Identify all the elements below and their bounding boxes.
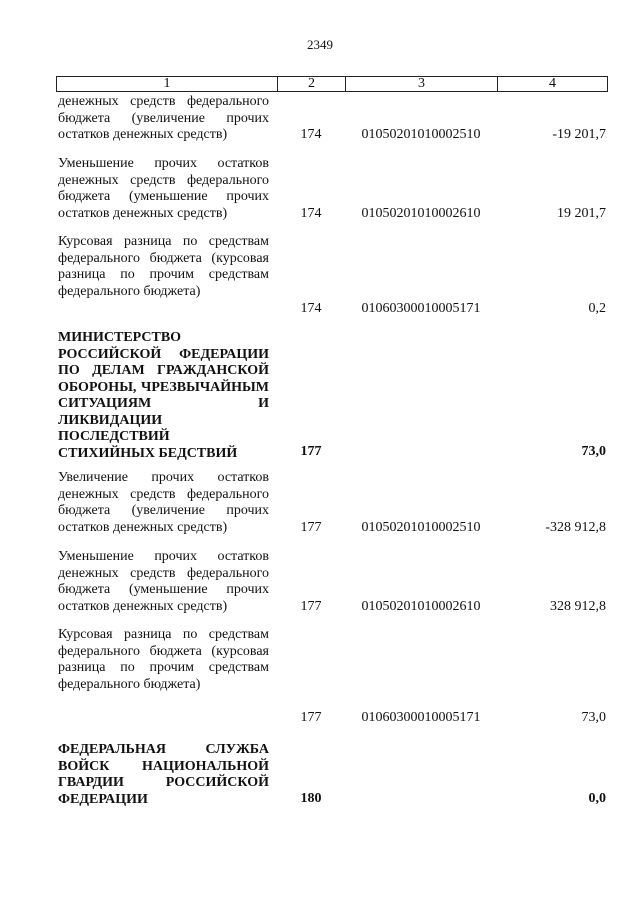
row-kbk: 01060300010005171 [361,301,481,316]
table-header [56,76,608,92]
row-name: МИНИСТЕРСТВО РОССИЙСКОЙ ФЕДЕРАЦИИ ПО ДЕЛАМ ГРАЖДАНСКОЙ ОБОРОНЫ, ЧРЕЗВЫЧАЙНЫМ СИТУАЦИЯМ И ЛИКВИДАЦИИ ПОСЛЕДСТВИЙ СТИХИЙНЫХ БЕДСТВИЙ [58,330,269,461]
table-row [56,549,608,619]
row-amount: -19 201,7 [552,127,606,142]
row-code: 174 [300,206,322,221]
row-name: Уменьшение прочих остатков денежных средств федерального бюджета (уменьшение прочих остатков денежных средств) [58,549,269,614]
table-row [56,156,608,226]
row-amount: 328 912,8 [550,599,606,614]
table-row [56,234,608,320]
header-col-2: 2 [278,77,346,91]
row-code: 174 [300,127,322,142]
table-row [56,470,608,540]
table-row [56,94,608,150]
row-kbk: 01050201010002510 [361,127,481,142]
page-number: 2349 [307,37,333,52]
row-kbk: 01050201010002510 [361,520,481,535]
table-row [56,330,608,460]
row-kbk: 01060300010005171 [361,710,481,725]
row-amount: 0,0 [588,791,606,806]
row-name: Увеличение прочих остатков денежных средств федерального бюджета (увеличение прочих остатков денежных средств) [58,470,269,535]
row-name: Курсовая разница по средствам федерального бюджета (курсовая разница по прочим средствам федерального бюджета) [58,627,269,692]
row-name: Курсовая разница по средствам федерального бюджета (курсовая разница по прочим средствам федерального бюджета) [58,234,269,299]
row-code: 177 [300,710,322,725]
row-name: ФЕДЕРАЛЬНАЯ СЛУЖБА ВОЙСК НАЦИОНАЛЬНОЙ ГВАРДИИ РОССИЙСКОЙ ФЕДЕРАЦИИ [58,742,269,807]
row-kbk: 01050201010002610 [361,206,481,221]
row-amount: 0,2 [588,301,606,316]
row-amount: 19 201,7 [557,206,606,221]
table-row [56,627,608,727]
row-kbk: 01050201010002610 [361,599,481,614]
row-amount: 73,0 [581,710,606,725]
row-name: денежных средств федерального бюджета (увеличение прочих остатков денежных средств) [58,94,269,142]
row-amount: -328 912,8 [545,520,606,535]
row-code: 177 [300,444,322,459]
row-name: Уменьшение прочих остатков денежных средств федерального бюджета (уменьшение прочих остатков денежных средств) [58,156,269,221]
row-code: 177 [300,599,322,614]
row-code: 174 [300,301,322,316]
row-code: 180 [300,791,322,806]
header-col-3: 3 [346,77,498,91]
row-amount: 73,0 [581,444,606,459]
row-code: 177 [300,520,322,535]
header-col-4: 4 [549,76,556,91]
table-row [56,742,608,812]
header-col-1: 1 [57,77,278,91]
